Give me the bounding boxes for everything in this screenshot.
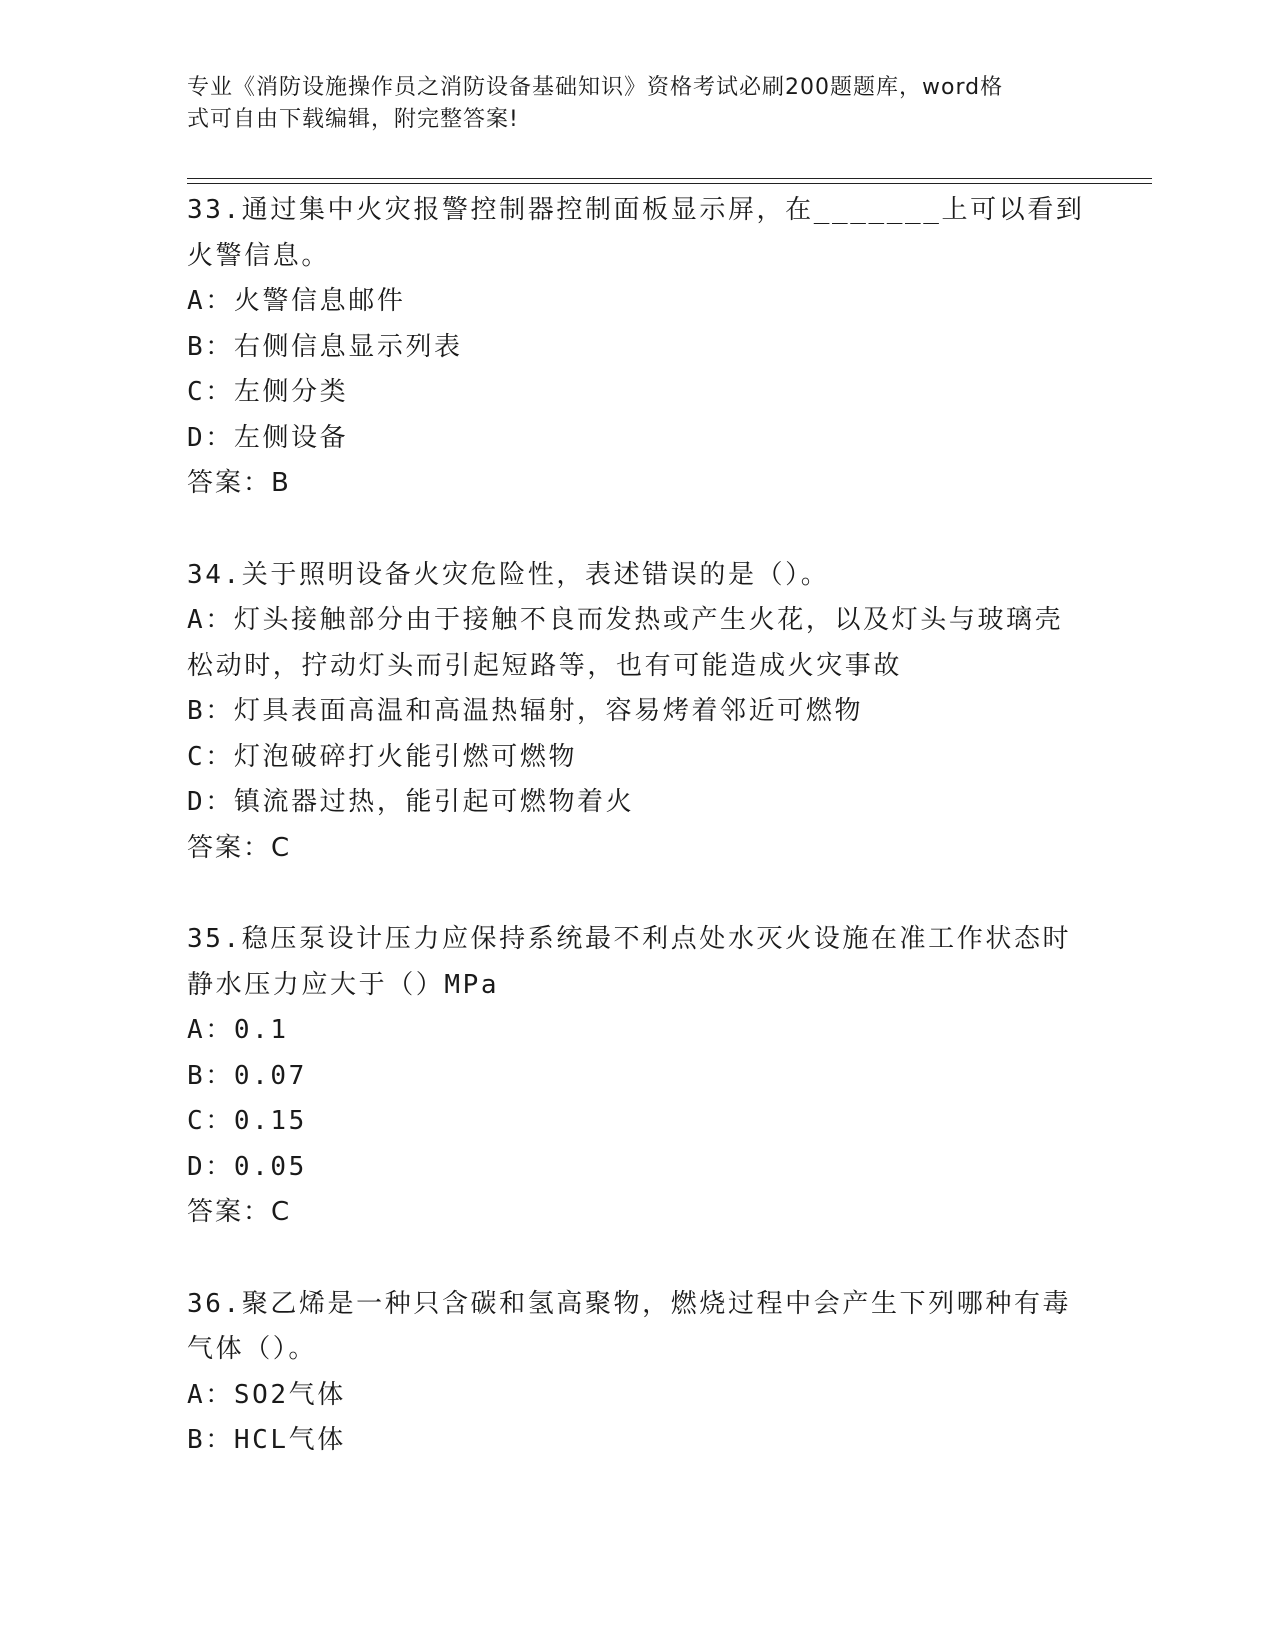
option-c: C：0.15	[187, 1106, 307, 1136]
option-c: C：灯泡破碎打火能引燃可燃物	[187, 741, 578, 772]
question-stem: 35.稳压泵设计压力应保持系统最不利点处水灭火设施在准工作状态时	[187, 924, 1072, 954]
question-34	[187, 553, 1087, 872]
question-stem: 34.关于照明设备火灾危险性，表述错误的是（）。	[187, 559, 830, 590]
question-36	[187, 1282, 1087, 1464]
question-stem: 火警信息。	[187, 240, 331, 271]
header-divider-bottom	[187, 183, 1152, 184]
answer-label: 答案：C	[187, 832, 292, 863]
document-header	[187, 72, 1067, 136]
header-divider-top	[187, 178, 1152, 179]
option-b: B：0.07	[187, 1060, 307, 1091]
question-33	[187, 188, 1087, 507]
header-line-1: 专业《消防设施操作员之消防设备基础知识》资格考试必刷200题题库，word格	[187, 75, 1004, 100]
option-a: A：火警信息邮件	[187, 286, 406, 316]
question-list	[187, 188, 1087, 1510]
option-d: D：镇流器过热，能引起可燃物着火	[187, 787, 635, 817]
answer-label: 答案：C	[187, 1197, 292, 1227]
option-b: B：灯具表面高温和高温热辐射，容易烤着邻近可燃物	[187, 696, 864, 726]
option-a-continued: 松动时，拧动灯头而引起短路等，也有可能造成火灾事故	[187, 650, 903, 681]
option-b: B：HCL气体	[187, 1425, 346, 1455]
answer-label: 答案：B	[187, 468, 291, 498]
option-a: A：SO2气体	[187, 1379, 346, 1410]
option-d: D：左侧设备	[187, 422, 349, 453]
question-stem: 静水压力应大于（）MPa	[187, 969, 500, 1000]
option-a: A：0.1	[187, 1015, 289, 1045]
option-c: C：左侧分类	[187, 377, 349, 407]
header-line-2: 式可自由下载编辑，附完整答案!	[187, 107, 519, 132]
option-d: D：0.05	[187, 1151, 307, 1182]
question-35	[187, 917, 1087, 1236]
question-stem: 气体（）。	[187, 1334, 318, 1364]
question-stem: 33.通过集中火灾报警控制器控制面板显示屏，在_______上可以看到	[187, 195, 1085, 225]
option-b: B：右侧信息显示列表	[187, 331, 463, 362]
option-a: A：灯头接触部分由于接触不良而发热或产生火花，以及灯头与玻璃壳	[187, 605, 1064, 635]
question-stem: 36.聚乙烯是一种只含碳和氢高聚物，燃烧过程中会产生下列哪种有毒	[187, 1288, 1072, 1319]
